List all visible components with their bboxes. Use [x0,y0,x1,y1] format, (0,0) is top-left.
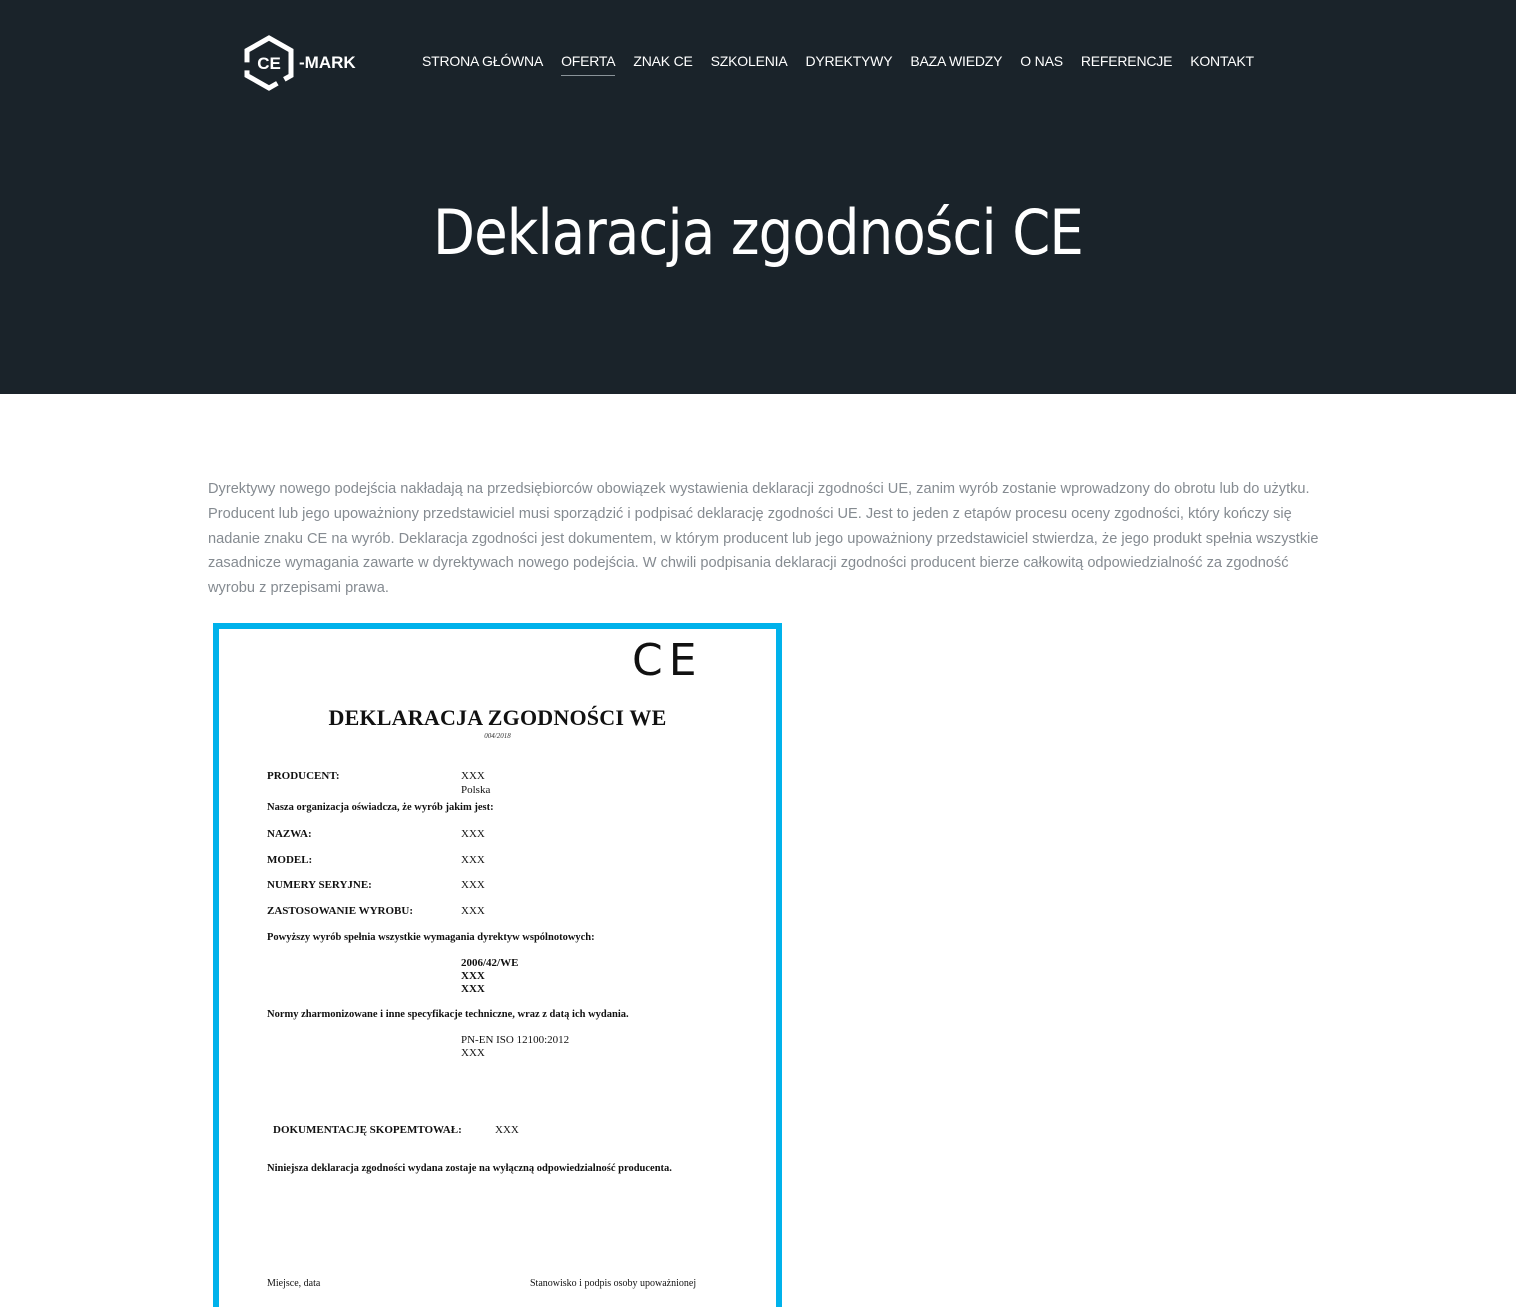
footer-signature: Stanowisko i podpis osoby upoważnionej [530,1278,697,1289]
field-value-numery: XXX [461,879,485,891]
page-title: Deklaracja zgodności CE [432,196,1084,269]
standard-item: XXX [461,1047,485,1059]
producent-value: XXX [461,770,485,782]
nav-item-znak-ce[interactable]: ZNAK CE [633,53,693,69]
field-value-nazwa: XXX [461,828,485,840]
directive-item: XXX [461,970,485,982]
responsibility-text: Niniejsza deklaracja zgodności wydana zostaje na wyłączną odpowiedzialność producenta. [267,1163,672,1174]
field-value-model: XXX [461,854,485,866]
standard-item: PN-EN ISO 12100:2012 [461,1034,570,1046]
documentation-label: DOKUMENTACJĘ SKOPEMTOWAŁ: [273,1124,462,1136]
nav-item-dyrektywy[interactable]: DYREKTYWY [805,53,893,69]
field-label-numery: NUMERY SERYJNE: [267,879,372,891]
nav-item-strona-glowna[interactable]: STRONA GŁÓWNA [422,53,544,69]
producent-country: Polska [461,784,491,796]
directives-statement: Powyższy wyrób spełnia wszystkie wymagania dyrektyw wspólnotowych: [267,932,595,943]
hero-header [0,0,1516,394]
document-title: DEKLARACJA ZGODNOŚCI WE [328,705,667,730]
producent-label: PRODUCENT: [267,770,340,782]
hexagon-logo-icon [241,35,297,91]
statement-text: Nasza organizacja oświadcza, że wyrób jakim jest: [267,802,494,813]
directive-item: XXX [461,983,485,995]
field-label-zastosowanie: ZASTOSOWANIE WYROBU: [267,905,413,917]
nav-item-baza-wiedzy[interactable]: BAZA WIEDZY [910,53,1003,69]
declaration-document-image [213,623,782,1307]
documentation-value: XXX [495,1124,519,1136]
nav-item-szkolenia[interactable]: SZKOLENIA [710,53,788,69]
field-value-zastosowanie: XXX [461,905,485,917]
nav-item-kontakt[interactable]: KONTAKT [1190,53,1254,69]
standards-statement: Normy zharmonizowane i inne specyfikacje techniczne, wraz z datą ich wydania. [267,1009,629,1020]
ce-mark-icon: CE [632,635,703,686]
nav-item-o-nas[interactable]: O NAS [1020,53,1063,69]
intro-paragraph: Dyrektywy nowego podejścia nakładają na przedsiębiorców obowiązek wystawienia deklaracji zgodności UE, zanim wyrób zostanie wprowadzony do obrotu lub do użytku. Producent lub jego upoważniony przedstawiciel musi sporządzić i podpisać deklarację zgodności UE. Jest to jeden z etapów procesu oceny zgodności, który kończy się nadanie znaku CE na wyrób. Deklaracja zgodności jest dokumentem, w którym producent lub jego upoważniony przedstawiciel stwierdza, że jego produkt spełnia wszystkie zasadnicze wymagania zawarte w dyrektywach nowego podejścia. W chwili podpisania deklaracji zgodności producent bierze całkowitą odpowiedzialność za zgodność wyrobu z przepisami prawa. [208,481,1319,597]
field-label-model: MODEL: [267,854,313,866]
main-nav [422,51,1272,76]
logo-text: -MARK [299,53,356,72]
logo[interactable] [241,35,356,91]
field-label-nazwa: NAZWA: [267,828,312,840]
svg-text:CE: CE [257,54,281,73]
directive-item: 2006/42/WE [461,957,519,969]
nav-item-referencje[interactable]: REFERENCJE [1080,53,1173,69]
nav-item-oferta[interactable]: OFERTA [561,51,615,76]
footer-place-date: Miejsce, data [267,1278,321,1289]
document-number: 004/2018 [484,732,511,740]
